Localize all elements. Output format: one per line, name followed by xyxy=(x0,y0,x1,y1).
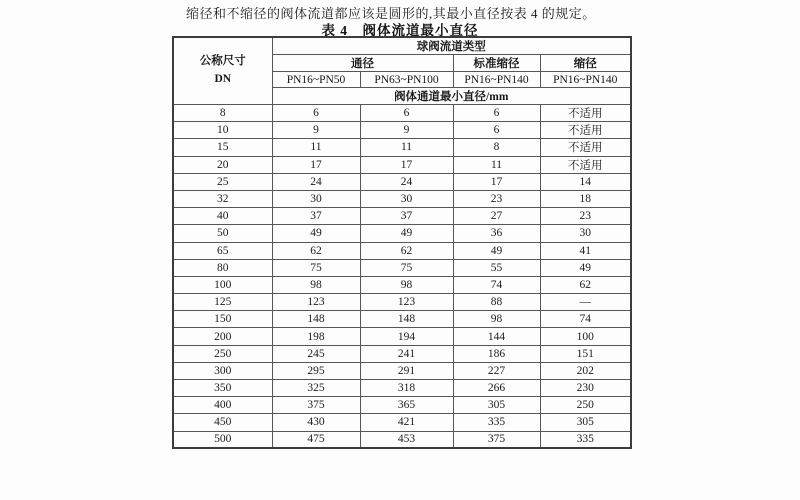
min-diameter-cell: 335 xyxy=(540,431,631,448)
dn-cell: 250 xyxy=(173,345,272,362)
min-diameter-cell: 365 xyxy=(360,397,453,414)
min-diameter-cell: 不适用 xyxy=(540,105,631,122)
dn-cell: 10 xyxy=(173,122,272,139)
min-diameter-cell: 49 xyxy=(272,225,360,242)
min-diameter-cell: 475 xyxy=(272,431,360,448)
min-diameter-cell: 30 xyxy=(272,190,360,207)
dn-cell: 350 xyxy=(173,380,272,397)
min-diameter-cell: 不适用 xyxy=(540,156,631,173)
min-diameter-cell: 230 xyxy=(540,380,631,397)
dn-cell: 150 xyxy=(173,311,272,328)
pn-range-full-bore-low: PN16~PN50 xyxy=(272,72,360,88)
min-diameter-cell: 36 xyxy=(453,225,540,242)
table-row xyxy=(173,345,631,362)
table-row xyxy=(173,276,631,293)
min-diameter-cell: 305 xyxy=(453,397,540,414)
min-diameter-cell: 14 xyxy=(540,173,631,190)
min-diameter-cell: 74 xyxy=(540,311,631,328)
table-row xyxy=(173,208,631,225)
min-diameter-cell: 62 xyxy=(540,276,631,293)
min-diameter-cell: 49 xyxy=(540,259,631,276)
table-row xyxy=(173,362,631,379)
header-standard-reduced: 标准缩径 xyxy=(453,55,540,72)
table-row xyxy=(173,414,631,431)
min-diameter-cell: 27 xyxy=(453,208,540,225)
intro-paragraph: 缩径和不缩径的阀体流道都应该是圆形的,其最小直径按表 4 的规定。 xyxy=(186,6,596,21)
min-diameter-cell: 227 xyxy=(453,362,540,379)
dn-cell: 125 xyxy=(173,294,272,311)
min-diameter-cell: 55 xyxy=(453,259,540,276)
min-diameter-cell: 75 xyxy=(272,259,360,276)
dn-cell: 100 xyxy=(173,276,272,293)
dn-label: DN xyxy=(214,73,232,85)
dn-cell: 500 xyxy=(173,431,272,448)
header-nominal-size xyxy=(173,37,272,105)
min-diameter-cell: 62 xyxy=(272,242,360,259)
min-diameter-cell: 375 xyxy=(272,397,360,414)
min-diameter-cell: 9 xyxy=(272,122,360,139)
min-diameter-cell: 6 xyxy=(453,122,540,139)
table-row xyxy=(173,105,631,122)
min-diameter-cell: 62 xyxy=(360,242,453,259)
table-title: 表 4 阀体流道最小直径 xyxy=(321,23,479,38)
min-diameter-cell: 6 xyxy=(272,105,360,122)
table-row xyxy=(173,190,631,207)
min-diameter-cell: 98 xyxy=(453,311,540,328)
min-diameter-cell: 421 xyxy=(360,414,453,431)
dn-cell: 400 xyxy=(173,397,272,414)
min-diameter-cell: 88 xyxy=(453,294,540,311)
min-diameter-cell: 335 xyxy=(453,414,540,431)
min-diameter-cell: 98 xyxy=(360,276,453,293)
table-row xyxy=(173,294,631,311)
dn-cell: 25 xyxy=(173,173,272,190)
table-row xyxy=(173,173,631,190)
table-row xyxy=(173,139,631,156)
min-diameter-cell: 8 xyxy=(453,139,540,156)
min-diameter-cell: 151 xyxy=(540,345,631,362)
min-diameter-cell: 305 xyxy=(540,414,631,431)
min-diameter-cell: 148 xyxy=(360,311,453,328)
dn-cell: 20 xyxy=(173,156,272,173)
table-row xyxy=(173,122,631,139)
min-diameter-cell: 30 xyxy=(540,225,631,242)
min-diameter-cell: 不适用 xyxy=(540,139,631,156)
min-diameter-cell: 430 xyxy=(272,414,360,431)
min-diameter-cell: 144 xyxy=(453,328,540,345)
min-diameter-cell: 75 xyxy=(360,259,453,276)
dn-cell: 200 xyxy=(173,328,272,345)
min-diameter-cell: 375 xyxy=(453,431,540,448)
min-diameter-cell: 148 xyxy=(272,311,360,328)
min-diameter-cell: — xyxy=(540,294,631,311)
table-row xyxy=(173,311,631,328)
min-diameter-cell: 17 xyxy=(453,173,540,190)
min-diameter-cell: 325 xyxy=(272,380,360,397)
dn-cell: 50 xyxy=(173,225,272,242)
min-diameter-cell: 74 xyxy=(453,276,540,293)
min-diameter-cell: 17 xyxy=(272,156,360,173)
min-diameter-cell: 202 xyxy=(540,362,631,379)
dn-cell: 450 xyxy=(173,414,272,431)
dn-cell: 8 xyxy=(173,105,272,122)
nominal-size-label: 公称尺寸 xyxy=(199,55,246,68)
min-diameter-cell: 不适用 xyxy=(540,122,631,139)
min-diameter-cell: 291 xyxy=(360,362,453,379)
min-diameter-cell: 17 xyxy=(360,156,453,173)
table-body xyxy=(173,105,631,449)
min-diameter-cell: 100 xyxy=(540,328,631,345)
pn-range-standard-reduced: PN16~PN140 xyxy=(453,72,540,88)
min-diameter-cell: 37 xyxy=(360,208,453,225)
dn-cell: 80 xyxy=(173,259,272,276)
dn-cell: 40 xyxy=(173,208,272,225)
min-diameter-cell: 11 xyxy=(272,139,360,156)
header-min-diameter-unit: 阀体通道最小直径/mm xyxy=(272,88,631,105)
header-row-type xyxy=(173,37,631,55)
min-diameter-cell: 245 xyxy=(272,345,360,362)
min-diameter-cell: 295 xyxy=(272,362,360,379)
dn-cell: 32 xyxy=(173,190,272,207)
pn-range-reduced: PN16~PN140 xyxy=(540,72,631,88)
min-diameter-cell: 23 xyxy=(453,190,540,207)
dn-cell: 300 xyxy=(173,362,272,379)
min-diameter-cell: 23 xyxy=(540,208,631,225)
min-diameter-cell: 194 xyxy=(360,328,453,345)
min-diameter-cell: 37 xyxy=(272,208,360,225)
min-diameter-cell: 9 xyxy=(360,122,453,139)
table-row xyxy=(173,225,631,242)
min-diameter-cell: 123 xyxy=(360,294,453,311)
table-row xyxy=(173,380,631,397)
min-diameter-cell: 41 xyxy=(540,242,631,259)
min-diameter-cell: 318 xyxy=(360,380,453,397)
dn-cell: 15 xyxy=(173,139,272,156)
table-row xyxy=(173,156,631,173)
min-diameter-cell: 30 xyxy=(360,190,453,207)
table-row xyxy=(173,242,631,259)
min-diameter-cell: 11 xyxy=(360,139,453,156)
min-diameter-cell: 6 xyxy=(453,105,540,122)
min-diameter-cell: 6 xyxy=(360,105,453,122)
table-row xyxy=(173,259,631,276)
header-full-bore: 通径 xyxy=(272,55,453,72)
min-diameter-cell: 186 xyxy=(453,345,540,362)
min-diameter-cell: 250 xyxy=(540,397,631,414)
min-diameter-cell: 241 xyxy=(360,345,453,362)
dn-cell: 65 xyxy=(173,242,272,259)
header-flow-type: 球阀流道类型 xyxy=(272,37,631,55)
table-row xyxy=(173,328,631,345)
min-diameter-table xyxy=(172,36,632,449)
header-reduced: 缩径 xyxy=(540,55,631,72)
min-diameter-cell: 198 xyxy=(272,328,360,345)
min-diameter-cell: 98 xyxy=(272,276,360,293)
min-diameter-cell: 18 xyxy=(540,190,631,207)
table-row xyxy=(173,431,631,448)
min-diameter-cell: 123 xyxy=(272,294,360,311)
pn-range-full-bore-high: PN63~PN100 xyxy=(360,72,453,88)
min-diameter-cell: 49 xyxy=(453,242,540,259)
min-diameter-cell: 266 xyxy=(453,380,540,397)
min-diameter-cell: 453 xyxy=(360,431,453,448)
min-diameter-cell: 24 xyxy=(272,173,360,190)
min-diameter-cell: 24 xyxy=(360,173,453,190)
min-diameter-cell: 49 xyxy=(360,225,453,242)
min-diameter-cell: 11 xyxy=(453,156,540,173)
table-row xyxy=(173,397,631,414)
